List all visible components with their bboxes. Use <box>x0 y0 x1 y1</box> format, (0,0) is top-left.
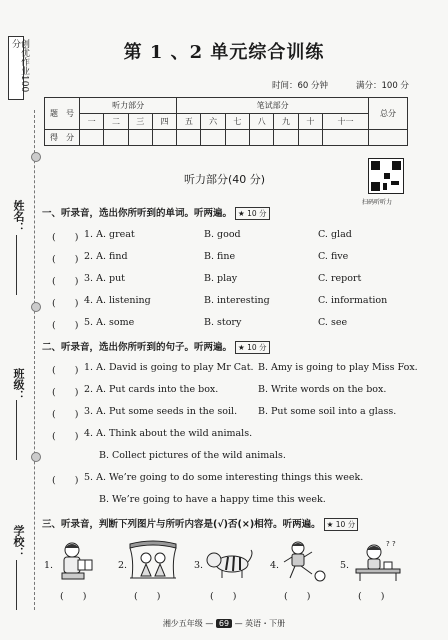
col-8: 八 <box>250 114 274 130</box>
section1-badge: ★ 10 分 <box>235 207 270 220</box>
col-9: 九 <box>274 114 298 130</box>
answer-paren[interactable]: ( ) <box>52 365 79 376</box>
section3-heading-text: 三、听录音，判断下列图片与所听内容是(√)否(×)相符。听两遍。 <box>42 519 321 530</box>
col-7: 七 <box>225 114 249 130</box>
score-cell[interactable] <box>177 130 201 146</box>
sentence-b: B. Amy is going to play Miss Fox. <box>258 362 418 373</box>
page-footer <box>0 618 448 629</box>
col-6: 六 <box>201 114 225 130</box>
picture-number: 5. <box>340 560 350 571</box>
sentence-b: B. Put some soil into a glass. <box>258 406 397 417</box>
answer-paren[interactable]: ( ) <box>52 254 79 265</box>
page-number: 69 <box>216 619 232 628</box>
answer-paren[interactable]: ( ) <box>134 591 161 602</box>
tiger-picture <box>204 546 254 580</box>
section3-heading <box>42 516 358 531</box>
sentence-a: 2. A. Put cards into the box. <box>84 384 219 395</box>
answer-paren[interactable]: ( ) <box>358 591 385 602</box>
total-header: 总分 <box>369 98 408 130</box>
answer-paren[interactable]: ( ) <box>210 591 237 602</box>
picture-number: 2. <box>118 560 128 571</box>
section2-heading-text: 二、听录音，选出你所听到的句子。听两遍。 <box>42 342 233 353</box>
section2-heading <box>42 339 270 354</box>
picture-number: 4. <box>270 560 280 571</box>
picture-number: 1. <box>44 560 54 571</box>
option-c: C. see <box>318 317 348 328</box>
score-cell[interactable] <box>225 130 249 146</box>
page-title: 第 1 、2 单元综合训练 <box>123 42 325 63</box>
answer-paren[interactable]: ( ) <box>284 591 311 602</box>
option-a: 3. A. put <box>84 273 126 284</box>
sentence-a: 3. A. Put some seeds in the soil. <box>84 406 238 417</box>
sentence-b: B. Collect pictures of the wild animals. <box>99 450 286 461</box>
score-cell[interactable] <box>274 130 298 146</box>
binding-hole-middle <box>31 302 41 312</box>
option-b: B. story <box>204 317 242 328</box>
sentence-b: B. Write words on the box. <box>258 384 387 395</box>
col-1: 一 <box>80 114 104 130</box>
school-label: 学校： <box>12 525 25 558</box>
svg-text:? ?: ? ? <box>386 540 396 548</box>
sentence-b: B. We’re going to have a happy time this week. <box>99 494 326 505</box>
section3-badge: ★ 10 分 <box>324 518 359 531</box>
option-b: B. interesting <box>204 295 270 306</box>
answer-paren[interactable]: ( ) <box>52 409 79 420</box>
col-3: 三 <box>128 114 152 130</box>
col-4: 四 <box>152 114 176 130</box>
option-b: B. good <box>204 229 241 240</box>
listening-header: 听力部分 <box>80 98 177 114</box>
answer-paren[interactable]: ( ) <box>52 387 79 398</box>
answer-paren[interactable]: ( ) <box>52 475 79 486</box>
sentence-a: 5. A. We’re going to do some interesting things this week. <box>84 472 364 483</box>
binding-hole-bottom <box>31 452 41 462</box>
score-cell[interactable] <box>128 130 152 146</box>
answer-paren[interactable]: ( ) <box>52 320 79 331</box>
qr-label: 扫码听听力 <box>362 199 393 206</box>
answer-paren[interactable]: ( ) <box>52 232 79 243</box>
class-line <box>16 400 17 460</box>
col-5: 五 <box>177 114 201 130</box>
score-cell[interactable] <box>369 130 408 146</box>
option-c: C. five <box>318 251 349 262</box>
row-label-score: 得 分 <box>45 130 80 146</box>
col-11: 十一 <box>322 114 368 130</box>
written-header: 笔试部分 <box>177 98 369 114</box>
score-cell[interactable] <box>104 130 128 146</box>
option-a: 2. A. find <box>84 251 128 262</box>
boy-playing-football-picture <box>280 540 328 582</box>
qr-code-icon[interactable] <box>368 158 404 194</box>
score-cell[interactable] <box>250 130 274 146</box>
option-a: 1. A. great <box>84 229 135 240</box>
score-cell[interactable] <box>322 130 368 146</box>
answer-paren[interactable]: ( ) <box>52 298 79 309</box>
boy-thinking-picture <box>352 538 404 582</box>
binding-line <box>34 110 35 610</box>
score-cell[interactable] <box>201 130 225 146</box>
option-c: C. information <box>318 295 388 306</box>
option-c: C. glad <box>318 229 352 240</box>
section1-heading <box>42 205 270 220</box>
sentence-a: 1. A. David is going to play Mr Cat. <box>84 362 254 373</box>
brand-text: 创优作业100分 <box>10 39 29 93</box>
option-b: B. fine <box>204 251 236 262</box>
stage-play-picture <box>128 540 178 582</box>
time-label: 时间：60 分钟 <box>272 81 329 91</box>
option-b: B. play <box>204 273 238 284</box>
name-line <box>16 235 17 295</box>
answer-paren[interactable]: ( ) <box>60 591 87 602</box>
class-label: 班级： <box>12 368 25 401</box>
listening-title: 听力部分(40 分) <box>184 173 266 186</box>
section1-heading-text: 一、听录音，选出你所听到的单词。听两遍。 <box>42 208 233 219</box>
row-label-number: 题 号 <box>45 98 80 130</box>
boy-reading-picture <box>54 540 100 582</box>
name-label: 姓名： <box>12 200 25 233</box>
col-2: 二 <box>104 114 128 130</box>
col-10: 十 <box>298 114 322 130</box>
score-cell[interactable] <box>298 130 322 146</box>
answer-paren[interactable]: ( ) <box>52 276 79 287</box>
picture-number: 3. <box>194 560 204 571</box>
option-c: C. report <box>318 273 362 284</box>
footer-right: — 英语・下册 <box>234 619 286 628</box>
section2-badge: ★ 10 分 <box>235 341 270 354</box>
sentence-a: 4. A. Think about the wild animals. <box>84 428 253 439</box>
score-label: 满分：100 分 <box>356 81 409 91</box>
option-a: 4. A. listening <box>84 295 151 306</box>
binding-hole-top <box>31 152 41 162</box>
score-table <box>44 97 408 146</box>
score-cell[interactable] <box>152 130 176 146</box>
option-a: 5. A. some <box>84 317 135 328</box>
score-cell[interactable] <box>80 130 104 146</box>
footer-left: 湘少五年级 — <box>162 619 214 628</box>
school-line <box>16 560 17 610</box>
answer-paren[interactable]: ( ) <box>52 431 79 442</box>
